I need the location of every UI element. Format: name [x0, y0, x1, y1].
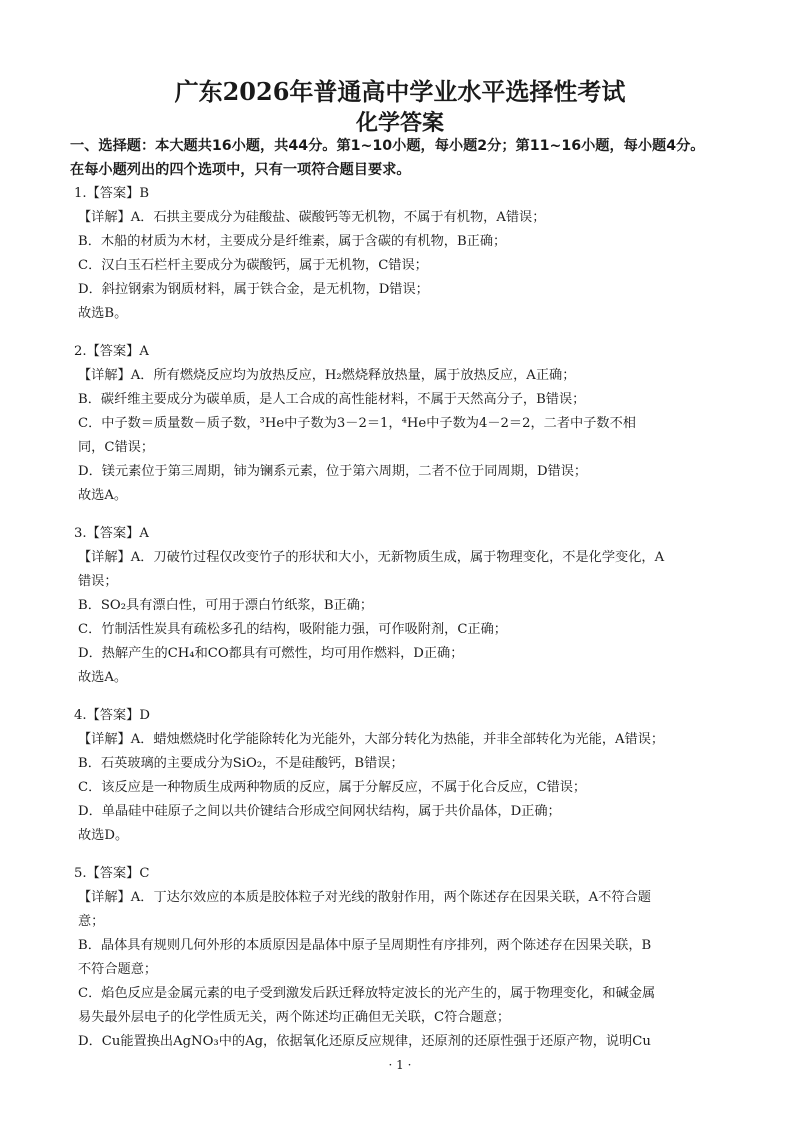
explanation-a-line1: 【详解】A．丁达尔效应的本质是胶体粒子对光线的散射作用，两个陈述存在因果关联，A不符合题	[78, 890, 651, 905]
conclusion: 故选D。	[78, 828, 129, 843]
explanation-a: 【详解】A．蜡烛燃烧时化学能除转化为光能外，大部分转化为热能，并非全部转化为光能，A错误；	[78, 732, 665, 747]
explanation-a-line2: 意；	[78, 914, 105, 929]
explanation-b-line2: 不符合题意；	[78, 962, 158, 977]
answers-body	[74, 182, 738, 1068]
explanation-d: D．斜拉钢索为钢质材料，属于铁合金，是无机物，D错误；	[78, 282, 429, 297]
question-3	[74, 522, 738, 690]
explanation-c: C．汉白玉石栏杆主要成分为碳酸钙，属于无机物，C错误；	[78, 258, 428, 273]
page-subtitle: 化学答案	[355, 110, 444, 136]
answer-line: 1.【答案】B	[74, 186, 150, 201]
explanation-d-line1: D．Cu能置换出AgNO₃中的Ag，依据氧化还原反应规律，还原剂的还原性强于还原产物，说明Cu	[78, 1034, 651, 1049]
question-4	[74, 704, 738, 848]
answer-line: 5.【答案】C	[74, 866, 150, 881]
answer-line: 4.【答案】D	[74, 708, 150, 723]
explanation-a: 【详解】A．石拱主要成分为硅酸盐、碳酸钙等无机物，不属于有机物，A错误；	[78, 210, 546, 225]
explanation-a-line1: 【详解】A．刀破竹过程仅改变竹子的形状和大小，无新物质生成，属于物理变化，不是化学变化，A	[78, 550, 665, 565]
answer-line: 3.【答案】A	[74, 526, 149, 541]
question-1	[74, 182, 738, 326]
explanation-c: C．竹制活性炭具有疏松多孔的结构，吸附能力强，可作吸附剂，C正确；	[78, 622, 507, 637]
section-line-1: 一、选择题：本大题共16小题，共44分。第1~10小题，每小题2分；第11~16小题，每小题4分。	[70, 138, 705, 154]
page-number: · 1 ·	[388, 1058, 412, 1072]
explanation-d: D．热解产生的CH₄和CO都具有可燃性，均可用作燃料，D正确；	[78, 646, 464, 661]
explanation-b: B．SO₂具有漂白性，可用于漂白竹纸浆，B正确；	[78, 598, 374, 613]
page-title: 广东2026年普通高中学业水平选择性考试	[174, 77, 626, 106]
explanation-b: B．石英玻璃的主要成分为SiO₂，不是硅酸钙，B错误；	[78, 756, 404, 771]
explanation-c-line2: 同，C错误；	[78, 440, 155, 455]
question-5	[74, 862, 738, 1054]
question-2	[74, 340, 738, 508]
explanation-c-line1: C．中子数＝质量数－质子数，³He中子数为3－2＝1，⁴He中子数为4－2＝2，二者中子数不相	[78, 416, 636, 431]
explanation-a-line2: 错误；	[78, 574, 118, 589]
explanation-c-line1: C．焰色反应是金属元素的电子受到激发后跃迁释放特定波长的光产生的，属于物理变化，和碱金属	[78, 986, 656, 1001]
explanation-d: D．镁元素位于第三周期，铈为镧系元素，位于第六周期，二者不位于同周期，D错误；	[78, 464, 588, 479]
section-line-2: 在每小题列出的四个选项中，只有一项符合题目要求。	[70, 162, 411, 178]
conclusion: 故选A。	[78, 488, 128, 503]
conclusion: 故选B。	[78, 306, 128, 321]
explanation-d: D．单晶硅中硅原子之间以共价键结合形成空间网状结构，属于共价晶体，D正确；	[78, 804, 561, 819]
explanation-b: B．碳纤维主要成分为碳单质，是人工合成的高性能材料，不属于天然高分子，B错误；	[78, 392, 586, 407]
explanation-b-line1: B．晶体具有规则几何外形的本质原因是晶体中原子呈周期性有序排列，两个陈述存在因果关联，B	[78, 938, 652, 953]
explanation-c-line2: 易失最外层电子的化学性质无关，两个陈述均正确但无关联，C符合题意；	[78, 1010, 511, 1025]
answer-line: 2.【答案】A	[74, 344, 149, 359]
section-heading	[70, 134, 770, 182]
explanation-b: B．木船的材质为木材，主要成分是纤维素，属于含碳的有机物，B正确；	[78, 234, 507, 249]
explanation-c: C．该反应是一种物质生成两种物质的反应，属于分解反应，不属于化合反应，C错误；	[78, 780, 587, 795]
explanation-a: 【详解】A．所有燃烧反应均为放热反应，H₂燃烧释放热量，属于放热反应，A正确；	[78, 368, 576, 383]
conclusion: 故选A。	[78, 670, 128, 685]
